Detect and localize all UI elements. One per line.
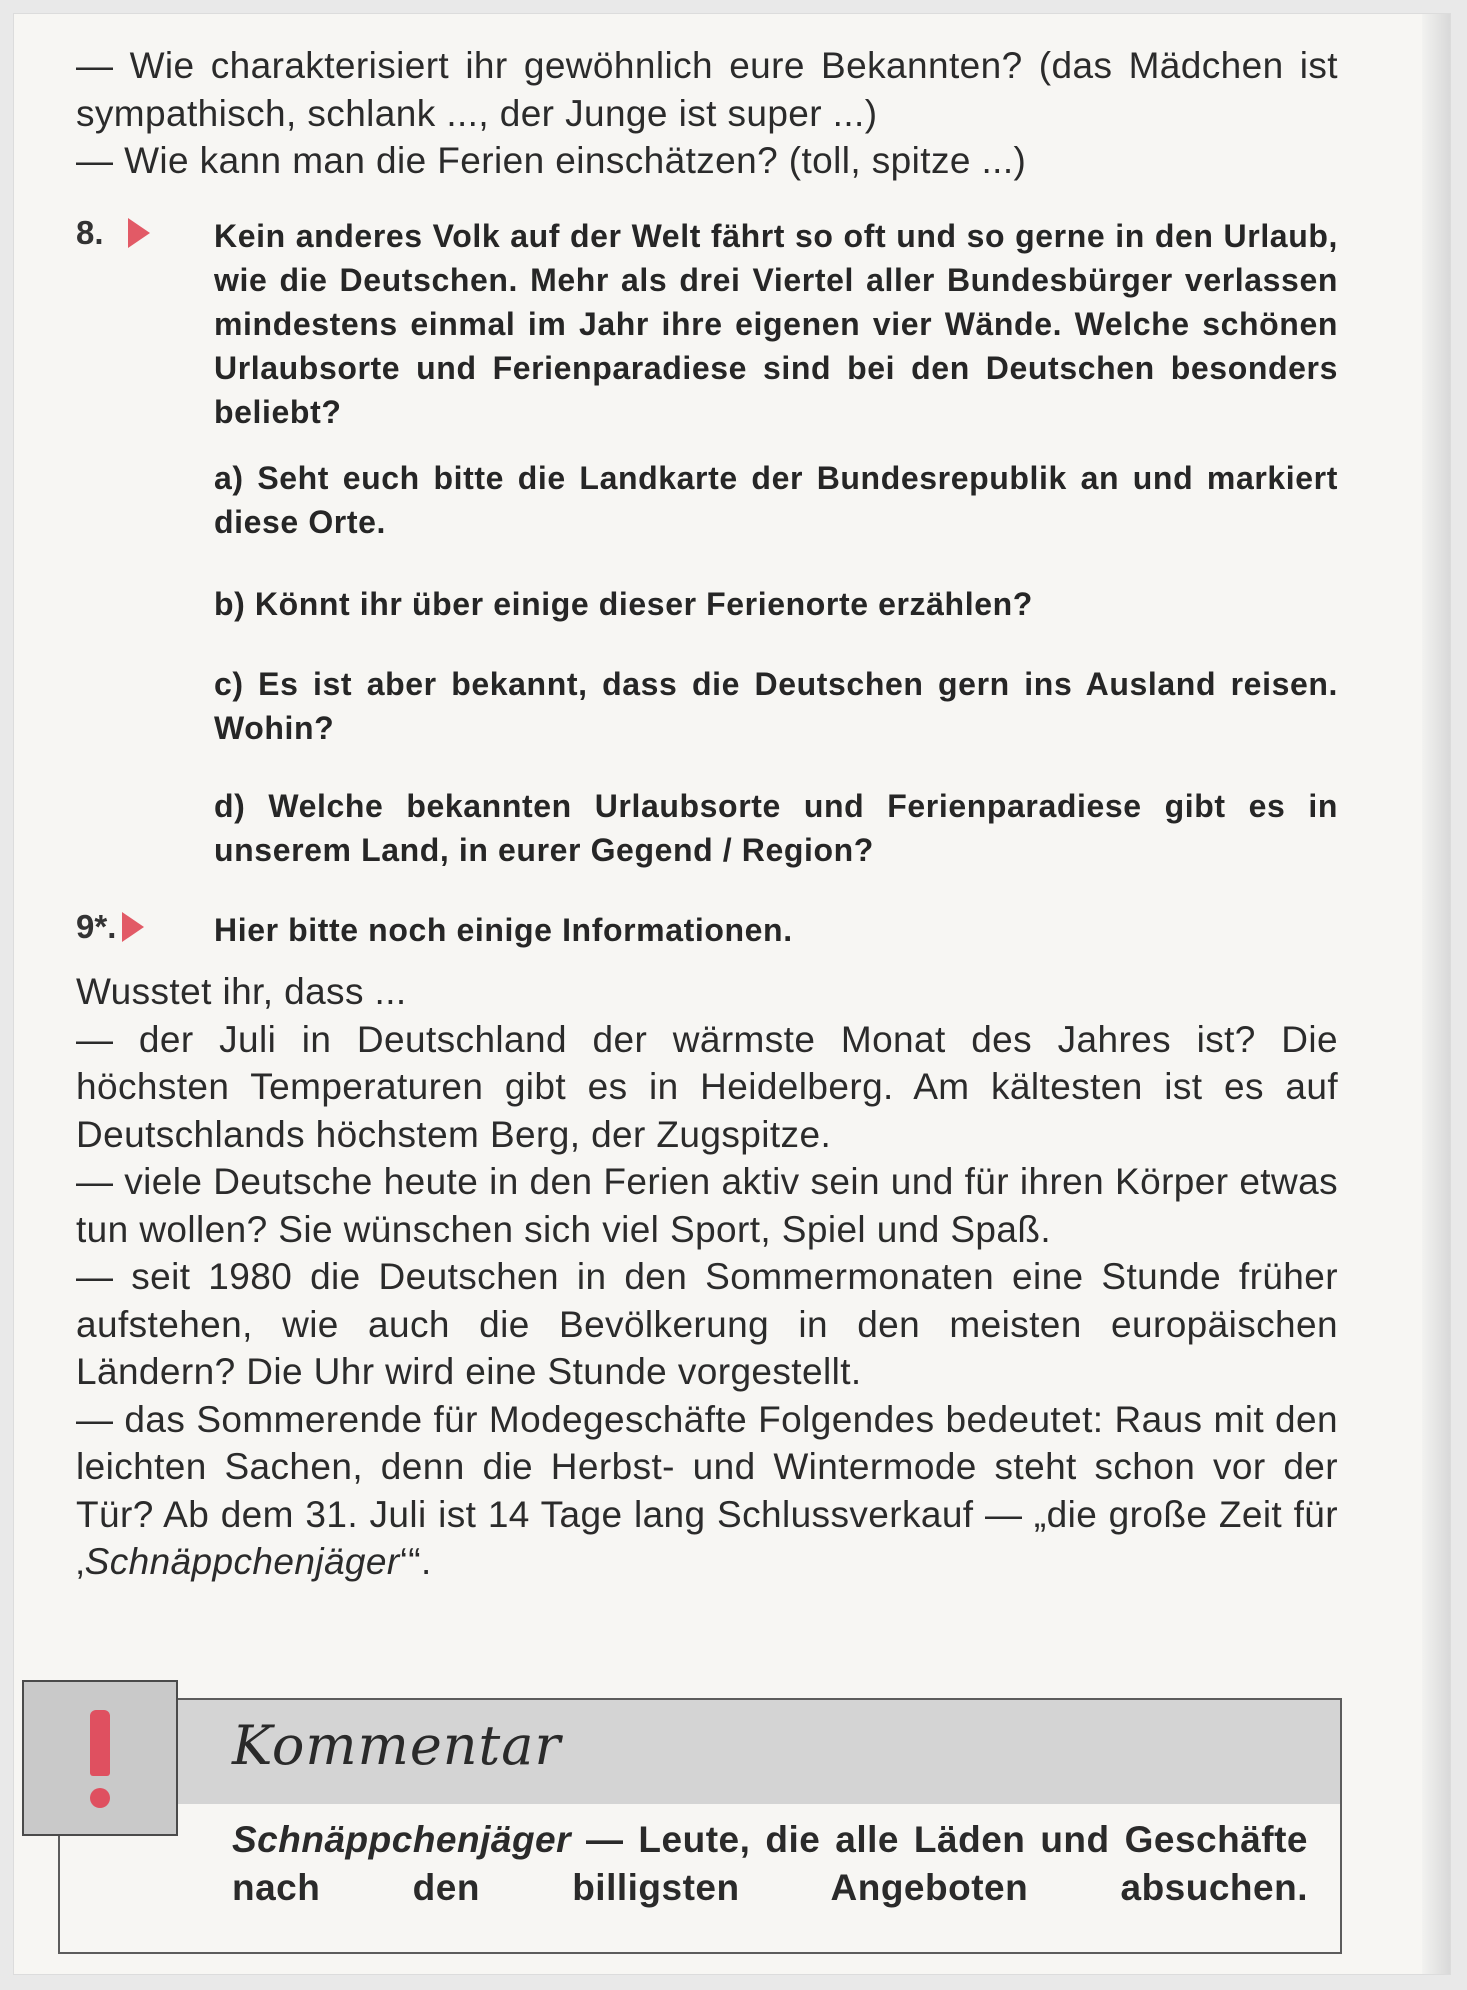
fact-4-term: Schnäppchenjäger bbox=[84, 1541, 400, 1582]
exclamation-icon bbox=[22, 1680, 178, 1836]
kommentar-term: Schnäppchenjäger bbox=[232, 1819, 572, 1860]
facts-section bbox=[76, 968, 1338, 1586]
exclamation-dot bbox=[90, 1788, 110, 1808]
kommentar-definition-text: — Leute, die alle Läden und Geschäfte nach den billigsten Angeboten absuchen. bbox=[232, 1819, 1308, 1908]
task-8-c: c) Es ist aber bekannt, dass die Deutschen gern ins Ausland reisen. Wohin? bbox=[214, 666, 1338, 746]
task-8-a: a) Seht euch bitte die Landkarte der Bundesrepublik an und markiert diese Orte. bbox=[214, 460, 1338, 540]
task-9-number bbox=[76, 908, 144, 946]
intro-question-2: — Wie kann man die Ferien einschätzen? (toll, spitze ...) bbox=[76, 140, 1027, 181]
task-8-number-label: 8. bbox=[76, 214, 104, 251]
fact-2: — viele Deutsche heute in den Ferien aktiv sein und für ihren Körper etwas tun wollen? Sie wünschen sich viel Sport, Spiel und Spaß. bbox=[76, 1161, 1338, 1250]
page-spine-shadow bbox=[1422, 14, 1450, 1974]
task-8-text: Kein anderes Volk auf der Welt fährt so oft und so gerne in den Urlaub, wie die Deutschen. Mehr als drei Viertel aller Bundesbürger verlassen mindestens einmal im Jahr ihre eigenen vier Wände. Welche schönen Urlaubsorte und Ferienparadiese sind bei den Deutschen besonders beliebt? bbox=[214, 218, 1338, 430]
fact-4-prefix: — das Sommerende für Modegeschäfte Folgendes bedeutet: Raus mit den leichten Sachen, denn die Herbst- und Wintermode steht schon vor der Tür? Ab dem 31. Juli ist 14 Tage lang Schlussverkauf — „die große Zeit für ‚ bbox=[76, 1398, 1338, 1582]
red-arrow-icon bbox=[122, 912, 144, 942]
fact-3: — seit 1980 die Deutschen in den Sommermonaten eine Stunde früher aufstehen, wie auch die Bevölkerung in den meisten europäischen Ländern? Die Uhr wird eine Stunde vorgestellt. bbox=[76, 1256, 1338, 1392]
intro-questions bbox=[76, 42, 1338, 185]
task-9-number-label: 9*. bbox=[76, 908, 117, 945]
task-8-b: b) Könnt ihr über einige dieser Ferienorte erzählen? bbox=[214, 586, 1033, 622]
task-8-d: d) Welche bekannten Urlaubsorte und Ferienparadiese gibt es in unserem Land, in eurer Gegend / Region? bbox=[214, 788, 1338, 868]
kommentar-title: Kommentar bbox=[232, 1714, 562, 1777]
red-arrow-icon bbox=[128, 218, 150, 248]
kommentar-definition bbox=[232, 1816, 1308, 1912]
kommentar-box bbox=[58, 1698, 1342, 1954]
fact-1: — der Juli in Deutschland der wärmste Monat des Jahres ist? Die höchsten Temperaturen gibt es in Heidelberg. Am kältesten ist es auf Deutschlands höchstem Berg, der Zugspitze. bbox=[76, 1018, 1338, 1155]
facts-lead: Wusstet ihr, dass ... bbox=[76, 971, 407, 1012]
fact-4-suffix: ‘“. bbox=[399, 1541, 432, 1582]
intro-question-1: — Wie charakterisiert ihr gewöhnlich eure Bekannten? (das Mädchen ist sympathisch, schlank ..., der Junge ist super ...) bbox=[76, 45, 1338, 134]
fact-4 bbox=[76, 1396, 1338, 1586]
exclamation-bar bbox=[90, 1710, 110, 1776]
task-9-text: Hier bitte noch einige Informationen. bbox=[214, 912, 793, 948]
task-8-number bbox=[76, 214, 150, 252]
